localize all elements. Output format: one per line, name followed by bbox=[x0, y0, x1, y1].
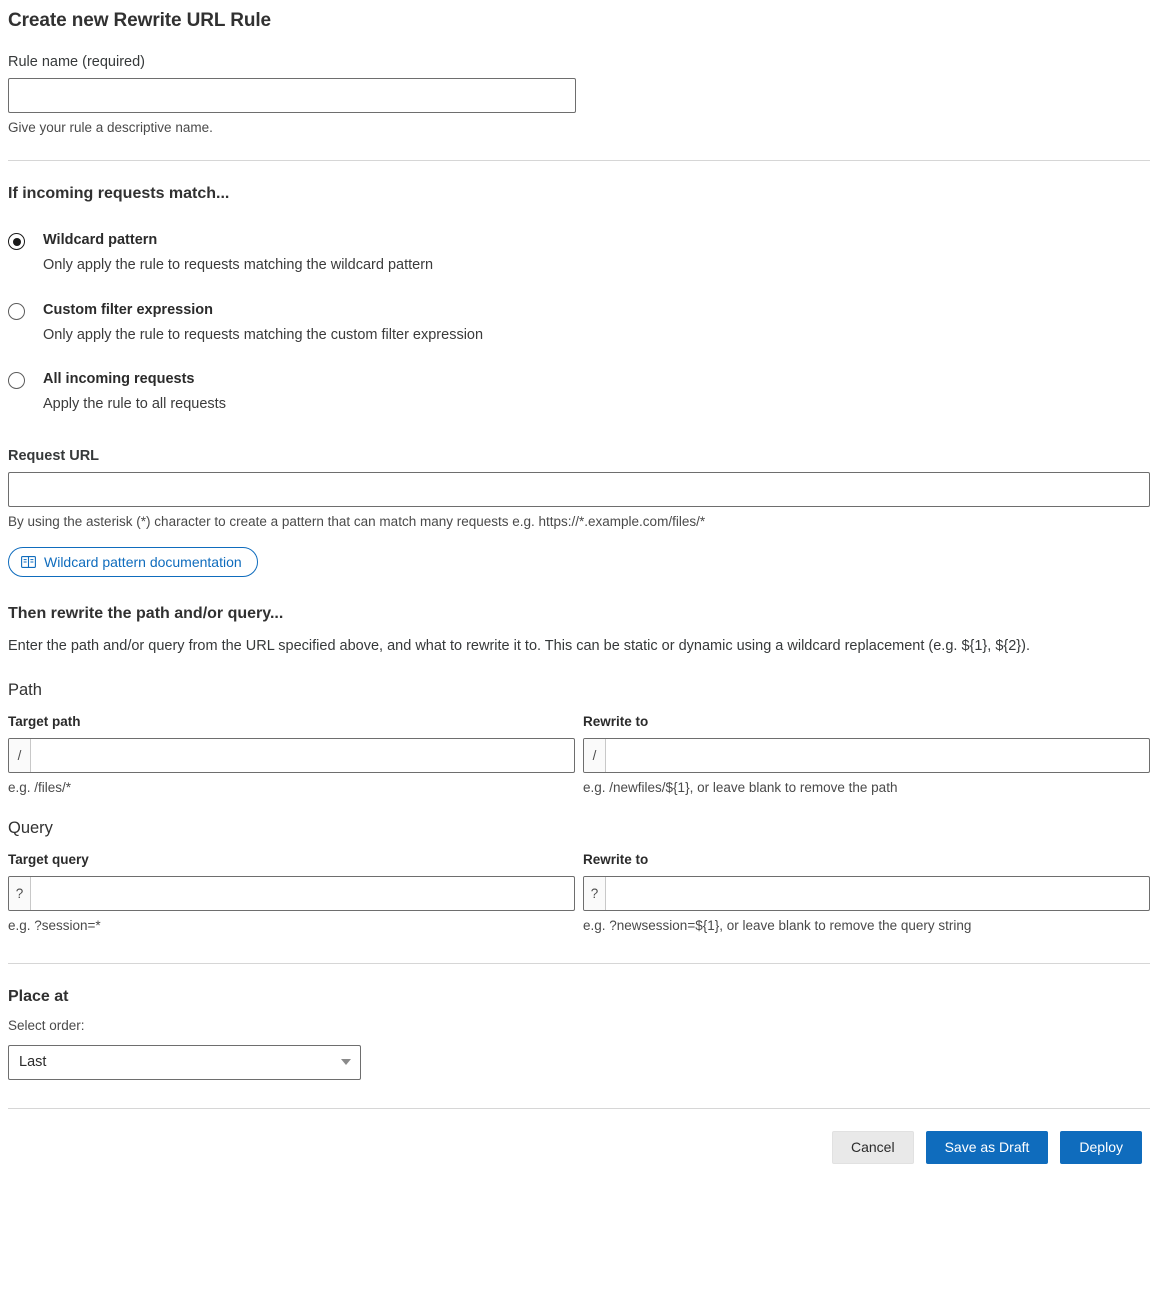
match-section-heading: If incoming requests match... bbox=[8, 185, 230, 202]
radio-custom-filter-expression-description: Only apply the rule to requests matching the custom filter expression bbox=[43, 326, 484, 343]
path-fields-row bbox=[8, 714, 1150, 795]
radio-custom-filter-expression-icon[interactable] bbox=[8, 303, 25, 320]
target-path-hint: e.g. /files/* bbox=[8, 779, 72, 795]
radio-option-all-incoming-requests[interactable] bbox=[8, 370, 1150, 414]
request-url-helper: By using the asterisk (*) character to create a pattern that can match many requests e.g. https://*.example.com/files/* bbox=[8, 514, 706, 530]
target-query-field-group bbox=[8, 852, 575, 933]
target-path-field-group bbox=[8, 714, 575, 795]
page-title: Create new Rewrite URL Rule bbox=[8, 10, 272, 31]
target-path-input[interactable] bbox=[31, 739, 574, 772]
target-path-input-wrapper[interactable] bbox=[8, 738, 575, 773]
rule-name-input[interactable] bbox=[8, 78, 576, 113]
target-query-input-wrapper[interactable] bbox=[8, 876, 575, 911]
rewrite-section-heading: Then rewrite the path and/or query... bbox=[8, 605, 284, 623]
wildcard-pattern-documentation-link[interactable] bbox=[8, 547, 258, 577]
rewrite-path-prefix: / bbox=[584, 739, 606, 772]
target-path-label: Target path bbox=[8, 713, 81, 729]
section-divider-top bbox=[8, 160, 1150, 161]
rewrite-query-label: Rewrite to bbox=[583, 851, 649, 867]
target-query-label: Target query bbox=[8, 851, 89, 867]
place-at-selected-value: Last bbox=[19, 1054, 47, 1071]
footer-actions bbox=[8, 1131, 1150, 1164]
radio-custom-filter-expression-title: Custom filter expression bbox=[43, 301, 214, 318]
request-url-input[interactable] bbox=[8, 472, 1150, 507]
radio-wildcard-pattern-title: Wildcard pattern bbox=[43, 232, 158, 248]
save-as-draft-button[interactable]: Save as Draft bbox=[926, 1131, 1049, 1164]
wildcard-pattern-documentation-label: Wildcard pattern documentation bbox=[44, 554, 242, 571]
footer-divider bbox=[8, 1108, 1150, 1109]
request-url-label: Request URL bbox=[8, 448, 100, 465]
path-subheading: Path bbox=[8, 680, 42, 699]
rewrite-query-hint: e.g. ?newsession=${1}, or leave blank to remove the query string bbox=[583, 917, 972, 933]
rewrite-query-field-group bbox=[583, 852, 1150, 933]
rewrite-query-input[interactable] bbox=[606, 877, 1149, 910]
rewrite-section-description: Enter the path and/or query from the URL specified above, and what to rewrite it to. This can be static or dynamic using a wildcard replacement (e.g. ${1}, ${2}). bbox=[8, 638, 1031, 655]
rewrite-path-hint: e.g. /newfiles/${1}, or leave blank to remove the path bbox=[583, 779, 898, 795]
book-icon bbox=[21, 555, 36, 569]
rewrite-query-prefix: ? bbox=[584, 877, 606, 910]
section-divider-place-at bbox=[8, 963, 1150, 964]
query-fields-row bbox=[8, 852, 1150, 933]
radio-all-incoming-requests-icon[interactable] bbox=[8, 372, 25, 389]
target-query-hint: e.g. ?session=* bbox=[8, 917, 101, 933]
target-query-prefix: ? bbox=[9, 877, 31, 910]
rewrite-path-input-wrapper[interactable] bbox=[583, 738, 1150, 773]
place-at-heading: Place at bbox=[8, 987, 69, 1005]
rule-name-field-group bbox=[8, 54, 1150, 135]
match-radio-group bbox=[8, 231, 1150, 414]
radio-all-incoming-requests-title: All incoming requests bbox=[43, 371, 195, 388]
request-url-field-group bbox=[8, 448, 1150, 577]
place-at-group bbox=[8, 988, 1150, 1080]
rewrite-query-input-wrapper[interactable] bbox=[583, 876, 1150, 911]
cancel-button[interactable]: Cancel bbox=[832, 1131, 914, 1164]
target-path-prefix: / bbox=[9, 739, 31, 772]
radio-all-incoming-requests-description: Apply the rule to all requests bbox=[43, 396, 226, 413]
query-subheading: Query bbox=[8, 818, 53, 837]
rewrite-path-input[interactable] bbox=[606, 739, 1149, 772]
rewrite-path-label: Rewrite to bbox=[583, 713, 649, 729]
rule-name-helper: Give your rule a descriptive name. bbox=[8, 120, 213, 135]
radio-option-wildcard-pattern[interactable] bbox=[8, 231, 1150, 275]
radio-wildcard-pattern-icon[interactable] bbox=[8, 233, 25, 250]
place-at-label: Select order: bbox=[8, 1017, 85, 1033]
radio-option-custom-filter-expression[interactable] bbox=[8, 301, 1150, 345]
radio-wildcard-pattern-description: Only apply the rule to requests matching the wildcard pattern bbox=[43, 256, 434, 273]
place-at-select[interactable] bbox=[8, 1045, 361, 1080]
rewrite-path-field-group bbox=[583, 714, 1150, 795]
deploy-button[interactable]: Deploy bbox=[1060, 1131, 1142, 1164]
place-at-select-wrapper[interactable] bbox=[8, 1045, 361, 1080]
rule-name-label: Rule name (required) bbox=[8, 54, 146, 70]
target-query-input[interactable] bbox=[31, 877, 574, 910]
